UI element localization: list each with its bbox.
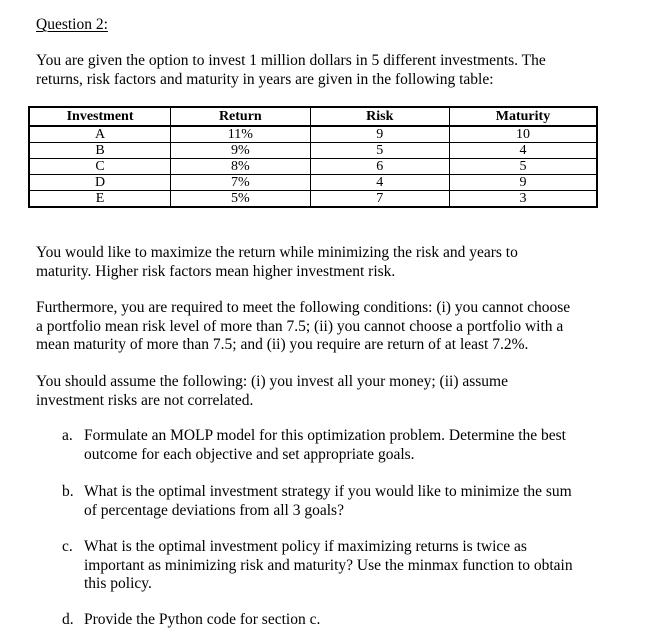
question-title: Question 2: (36, 16, 108, 33)
table-row (29, 143, 597, 159)
cell-investment: C (29, 159, 171, 175)
item-text (84, 427, 624, 464)
item-line: this policy. (84, 575, 152, 592)
intro-line: returns, risk factors and maturity in years are given in the following table: (36, 70, 494, 88)
item-text (84, 538, 624, 594)
cell-investment: E (29, 191, 171, 208)
item-line: Formulate an MOLP model for this optimization problem. Determine the best (84, 427, 566, 444)
cell-maturity: 9 (449, 175, 597, 191)
cell-risk: 4 (310, 175, 449, 191)
assumptions-paragraph (36, 373, 626, 410)
header-maturity: Maturity (449, 107, 597, 126)
item-line: What is the optimal investment policy if maximizing returns is twice as (84, 538, 527, 555)
paragraph-line: a portfolio mean risk level of more than 7.5; (ii) you cannot choose a portfolio with a (36, 317, 564, 335)
cell-risk: 9 (310, 126, 449, 143)
cell-maturity: 10 (449, 126, 597, 143)
cell-risk: 6 (310, 159, 449, 175)
cell-maturity: 3 (449, 191, 597, 208)
item-text (84, 483, 624, 520)
cell-investment: B (29, 143, 171, 159)
investment-table (28, 106, 598, 208)
paragraph-line: mean maturity of more than 7.5; and (ii) you require are return of at least 7.2%. (36, 336, 529, 353)
header-risk: Risk (310, 107, 449, 126)
table-row (29, 126, 597, 143)
paragraph-line: You should assume the following: (i) you invest all your money; (ii) assume (36, 373, 508, 390)
header-return: Return (171, 107, 310, 126)
item-line: important as minimizing risk and maturity? Use the minmax function to obtain (84, 556, 573, 574)
paragraph-line: You would like to maximize the return while minimizing the risk and years to (36, 244, 518, 261)
item-letter: d. (62, 611, 74, 628)
cell-maturity: 5 (449, 159, 597, 175)
item-line: outcome for each objective and set appropriate goals. (84, 445, 415, 463)
cell-return: 7% (171, 175, 310, 191)
cell-maturity: 4 (449, 143, 597, 159)
item-line: Provide the Python code for section c. (84, 611, 321, 628)
conditions-paragraph (36, 299, 626, 355)
paragraph-line: maturity. Higher risk factors mean higher investment risk. (36, 262, 396, 280)
objectives-paragraph (36, 244, 626, 281)
table-row (29, 191, 597, 208)
table-row (29, 159, 597, 175)
item-line: of percentage deviations from all 3 goals? (84, 501, 344, 519)
paragraph-line: investment risks are not correlated. (36, 391, 254, 409)
paragraph-line: Furthermore, you are required to meet the following conditions: (i) you cannot choose (36, 299, 571, 316)
header-investment: Investment (29, 107, 171, 126)
table-header-row (29, 107, 597, 126)
cell-return: 5% (171, 191, 310, 208)
item-letter: b. (62, 483, 74, 500)
cell-return: 9% (171, 143, 310, 159)
intro-line: You are given the option to invest 1 million dollars in 5 different investments. The (36, 52, 546, 69)
cell-investment: A (29, 126, 171, 143)
item-text (84, 611, 624, 630)
item-letter: c. (62, 538, 73, 555)
item-letter: a. (62, 427, 73, 444)
cell-risk: 5 (310, 143, 449, 159)
item-line: What is the optimal investment strategy if you would like to minimize the sum (84, 483, 572, 500)
table-row (29, 175, 597, 191)
cell-risk: 7 (310, 191, 449, 208)
intro-paragraph (36, 52, 626, 89)
cell-return: 8% (171, 159, 310, 175)
cell-investment: D (29, 175, 171, 191)
cell-return: 11% (171, 126, 310, 143)
